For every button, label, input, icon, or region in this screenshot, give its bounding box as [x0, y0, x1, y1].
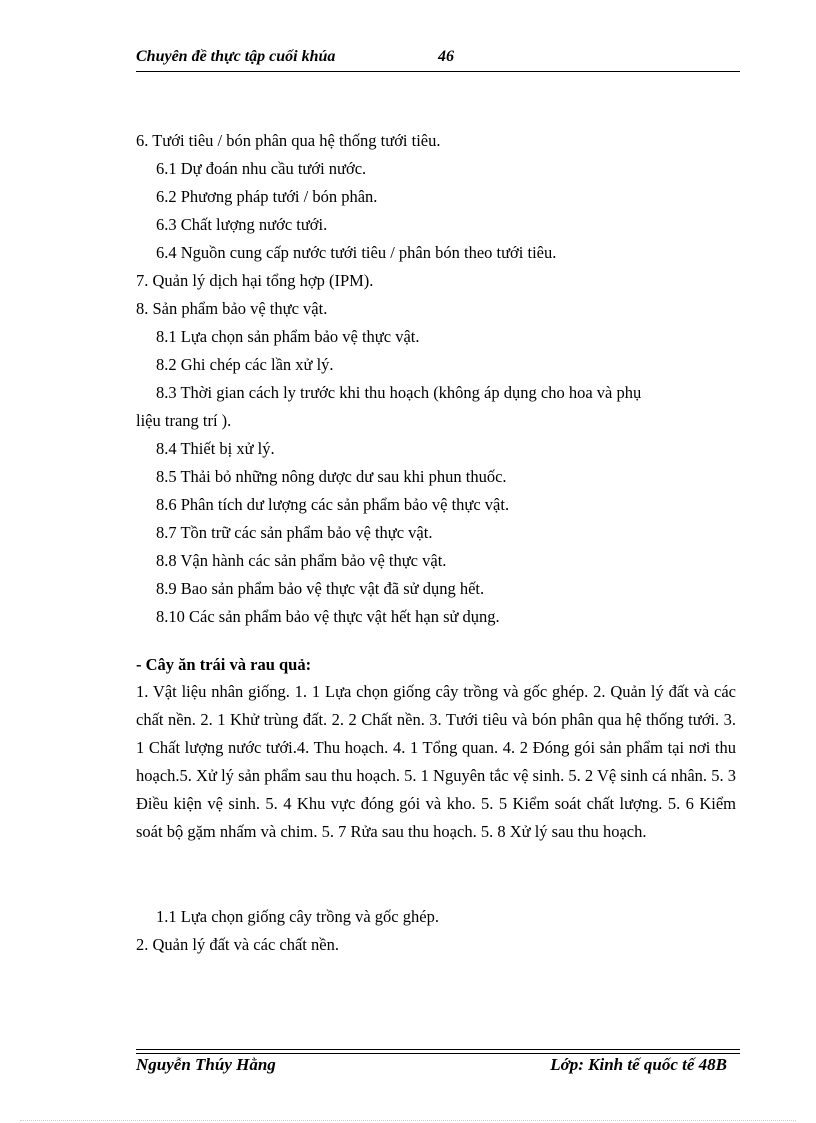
list-item: 8.3 Thời gian cách ly trước khi thu hoạch (không áp dụng cho hoa và phụ: [156, 383, 642, 402]
header-title: Chuyên đề thực tập cuối khúa: [136, 48, 336, 65]
list-item: 8.7 Tồn trữ các sản phẩm bảo vệ thực vật.: [156, 523, 433, 542]
list-item: liệu trang trí ).: [136, 411, 232, 430]
list-item: 8.5 Thải bỏ những nông dược dư sau khi phun thuốc.: [156, 467, 507, 486]
footer-rule: [136, 1053, 740, 1054]
section-heading: - Cây ăn trái và rau quả:: [136, 655, 312, 674]
list-item: 8.2 Ghi chép các lần xử lý.: [156, 355, 334, 374]
list-item: 8.6 Phân tích dư lượng các sản phẩm bảo vệ thực vật.: [156, 495, 510, 514]
list-item: 8. Sản phẩm bảo vệ thực vật.: [136, 299, 328, 318]
list-item: 7. Quản lý dịch hại tổng hợp (IPM).: [136, 271, 374, 290]
list-item: 6.3 Chất lượng nước tưới.: [156, 215, 328, 234]
list-item: 6.1 Dự đoán nhu cầu tưới nước.: [156, 159, 367, 178]
list-item: 8.1 Lựa chọn sản phẩm bảo vệ thực vật.: [156, 327, 420, 346]
page-number: 46: [438, 48, 454, 65]
page-edge: [20, 1120, 796, 1121]
list-item: 8.8 Vận hành các sản phẩm bảo vệ thực vật.: [156, 551, 447, 570]
list-item: 8.10 Các sản phẩm bảo vệ thực vật hết hạn sử dụng.: [156, 607, 500, 626]
list-item: 8.4 Thiết bị xử lý.: [156, 439, 275, 458]
list-item: 6.4 Nguồn cung cấp nước tưới tiêu / phân bón theo tưới tiêu.: [156, 243, 557, 262]
header-rule: [136, 71, 740, 72]
list-item: 1.1 Lựa chọn giống cây trồng và gốc ghép.: [156, 907, 439, 926]
footer-rule: [136, 1049, 740, 1050]
footer-author: Nguyễn Thúy Hằng: [136, 1055, 276, 1074]
list-item: 8.9 Bao sản phẩm bảo vệ thực vật đã sử dụng hết.: [156, 579, 485, 598]
body-paragraph: 1. Vật liệu nhân giống. 1. 1 Lựa chọn giống cây trồng và gốc ghép. 2. Quản lý đất và các chất nền. 2. 1 Khử trùng đất. 2. 2 Chất nền. 3. Tưới tiêu và bón phân qua hệ thống tưới. 3. 1 Chất lượng nước tưới.4. Thu hoạch. 4. 1 Tổng quan. 4. 2 Đóng gói sản phẩm tại nơi thu hoạch.5. Xử lý sản phẩm sau thu hoạch. 5. 1 Nguyên tắc vệ sinh. 5. 2 Vệ sinh cá nhân. 5. 3 Điều kiện vệ sinh. 5. 4 Khu vực đóng gói và kho. 5. 5 Kiểm soát chất lượng. 5. 6 Kiểm soát bộ gặm nhấm và chim. 5. 7 Rửa sau thu hoạch. 5. 8 Xử lý sau thu hoạch.: [136, 682, 736, 841]
list-item: 6. Tưới tiêu / bón phân qua hệ thống tưới tiêu.: [136, 131, 441, 150]
page-header: [136, 48, 740, 72]
list-item: 2. Quản lý đất và các chất nền.: [136, 935, 339, 954]
footer-class: Lớp: Kinh tế quốc tế 48B: [550, 1055, 727, 1074]
list-item: 6.2 Phương pháp tưới / bón phân.: [156, 187, 378, 206]
